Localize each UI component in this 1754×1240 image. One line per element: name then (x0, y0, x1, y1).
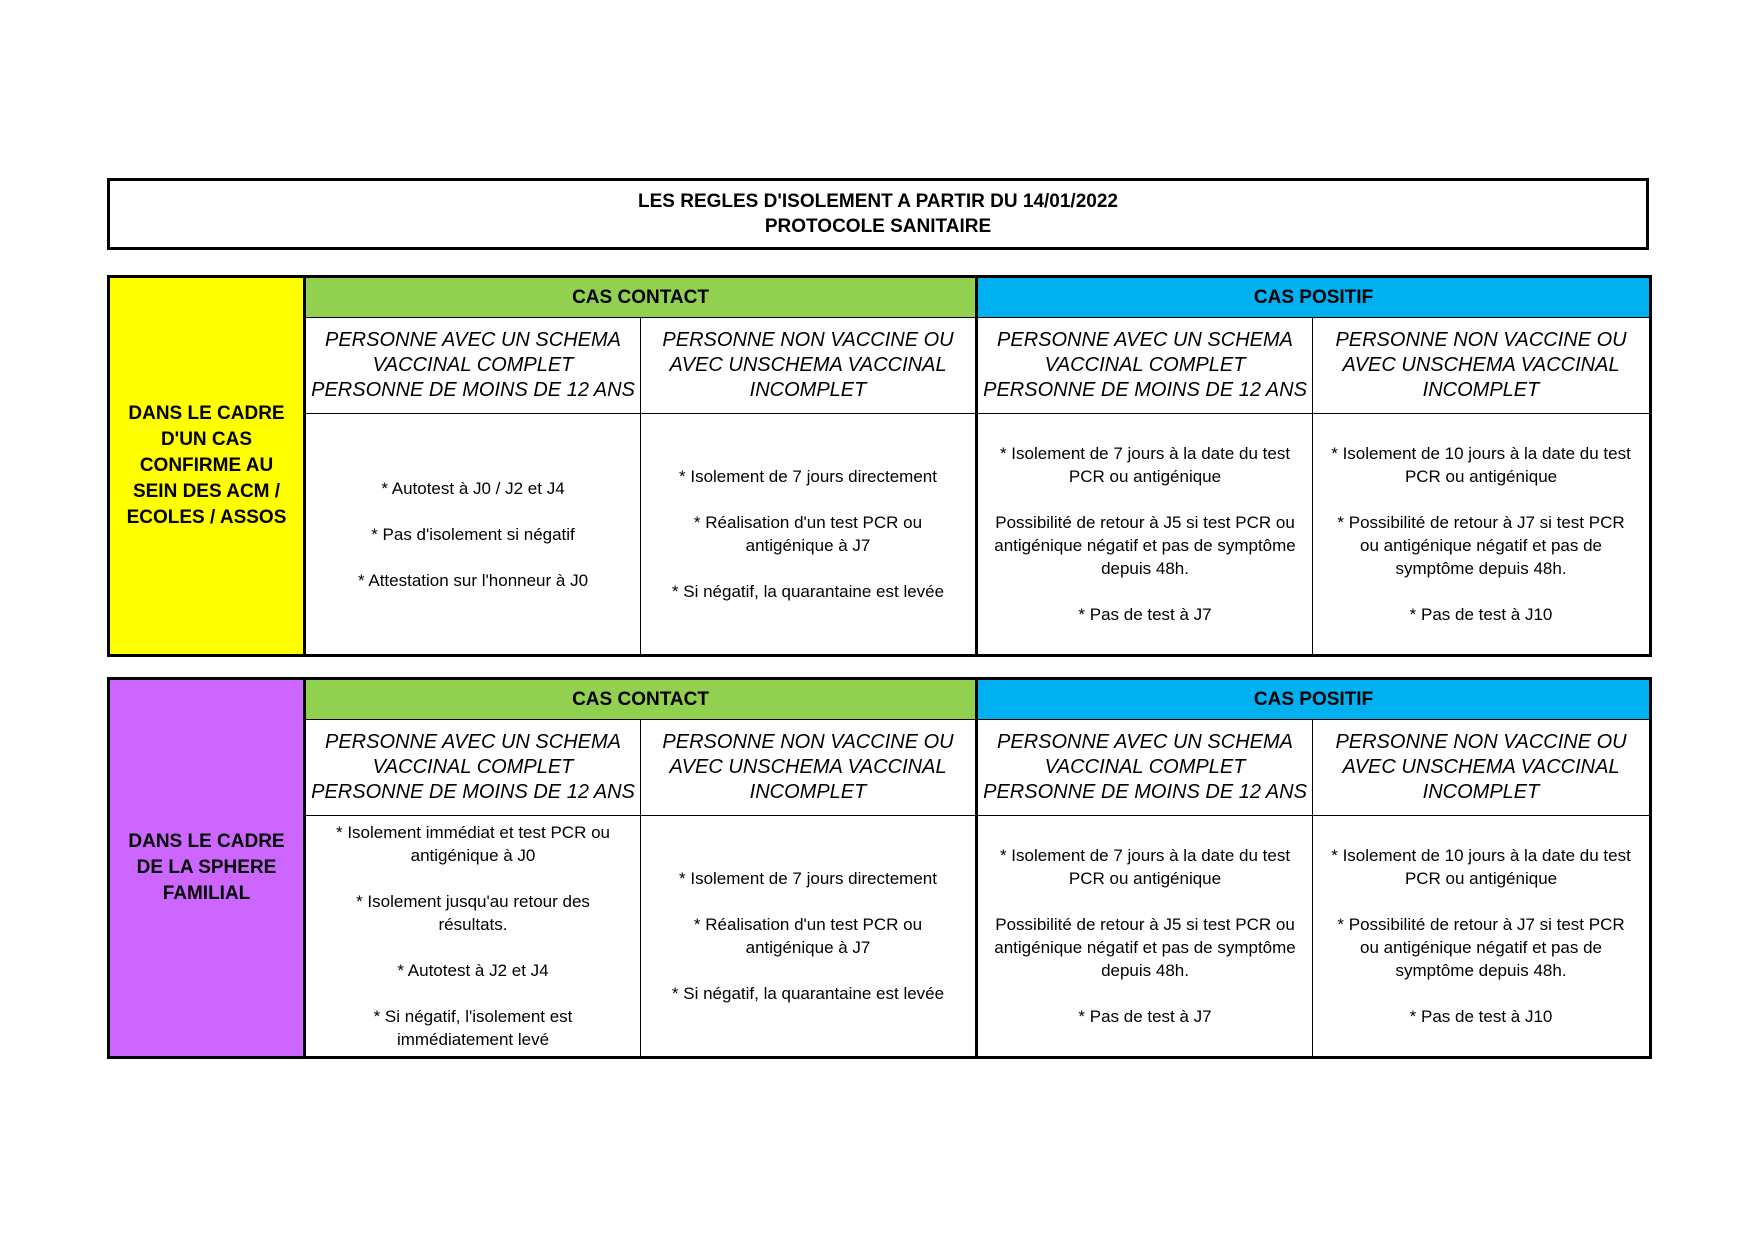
column-header: PERSONNE NON VACCINE OU AVEC UNSCHEMA VACCINAL INCOMPLET (641, 720, 977, 816)
rule-paragraph: * Réalisation d'un test PCR ou antigénique à J7 (693, 513, 923, 555)
rule-paragraph: * Si négatif, l'isolement est immédiatement levé (373, 1007, 573, 1049)
rule-paragraph: * Isolement de 7 jours à la date du test PCR ou antigénique (999, 444, 1291, 486)
rule-paragraph: * Si négatif, la quarantaine est levée (671, 582, 945, 601)
rule-paragraph: * Si négatif, la quarantaine est levée (671, 984, 945, 1003)
group-header-cas-positif: CAS POSITIF (977, 277, 1651, 318)
document-title-box (107, 178, 1649, 250)
rule-paragraph: * Pas de test à J7 (1078, 605, 1212, 624)
rule-paragraph: * Isolement de 10 jours à la date du test PCR ou antigénique (1331, 846, 1631, 888)
rule-paragraph: * Autotest à J0 / J2 et J4 (381, 478, 565, 498)
document-subtitle: PROTOCOLE SANITAIRE (764, 216, 992, 237)
rule-paragraph: * Pas de test à J10 (1409, 1007, 1553, 1026)
row-label (109, 277, 305, 656)
rule-cell (641, 414, 977, 656)
rule-paragraph: * Possibilité de retour à J7 si test PCR ou antigénique négatif et pas de symptôme depuis 48h. (1337, 513, 1625, 578)
rule-cell (641, 816, 977, 1058)
column-header: PERSONNE AVEC UN SCHEMA VACCINAL COMPLET PERSONNE DE MOINS DE 12 ANS (977, 720, 1313, 816)
rule-cell (305, 414, 641, 656)
rule-paragraph: * Autotest à J2 et J4 (397, 961, 549, 980)
rule-cell (977, 414, 1313, 656)
rules-table-sphere-familiale (107, 677, 1652, 1059)
document-title: LES REGLES D'ISOLEMENT A PARTIR DU 14/01/2022 (638, 191, 1118, 212)
column-header: PERSONNE AVEC UN SCHEMA VACCINAL COMPLET PERSONNE DE MOINS DE 12 ANS (305, 720, 641, 816)
column-header: PERSONNE AVEC UN SCHEMA VACCINAL COMPLET PERSONNE DE MOINS DE 12 ANS (977, 318, 1313, 414)
rule-paragraph: * Pas de test à J10 (1409, 605, 1553, 624)
rules-table-acm (107, 275, 1652, 657)
rule-paragraph: * Isolement immédiat et test PCR ou antigénique à J0 (335, 823, 610, 865)
column-header: PERSONNE AVEC UN SCHEMA VACCINAL COMPLET PERSONNE DE MOINS DE 12 ANS (305, 318, 641, 414)
rule-paragraph: * Pas de test à J7 (1078, 1007, 1212, 1026)
column-header: PERSONNE NON VACCINE OU AVEC UNSCHEMA VACCINAL INCOMPLET (1313, 318, 1651, 414)
rule-paragraph: * Isolement jusqu'au retour des résultats. (356, 892, 590, 934)
rule-paragraph: * Isolement de 7 jours directement (679, 869, 937, 888)
rule-paragraph: * Réalisation d'un test PCR ou antigénique à J7 (693, 915, 923, 957)
row-label-text: DANS LE CADRE D'UN CAS CONFIRME AU SEIN DES ACM / ECOLES / ASSOS (126, 403, 287, 528)
rule-cell (1313, 414, 1651, 656)
rule-cell (977, 816, 1313, 1058)
rule-paragraph: * Isolement de 7 jours à la date du test PCR ou antigénique (999, 846, 1291, 888)
rule-paragraph: Possibilité de retour à J5 si test PCR ou antigénique négatif et pas de symptôme depuis 48h. (994, 915, 1296, 980)
rule-paragraph: * Possibilité de retour à J7 si test PCR ou antigénique négatif et pas de symptôme depuis 48h. (1337, 915, 1625, 980)
column-header: PERSONNE NON VACCINE OU AVEC UNSCHEMA VACCINAL INCOMPLET (1313, 720, 1651, 816)
rule-paragraph: * Isolement de 10 jours à la date du test PCR ou antigénique (1331, 444, 1631, 486)
rule-cell (305, 816, 641, 1058)
column-header: PERSONNE NON VACCINE OU AVEC UNSCHEMA VACCINAL INCOMPLET (641, 318, 977, 414)
row-label-text: DANS LE CADRE DE LA SPHERE FAMILIAL (128, 831, 285, 904)
rule-paragraph: * Isolement de 7 jours directement (679, 467, 937, 486)
group-header-cas-positif: CAS POSITIF (977, 679, 1651, 720)
rule-paragraph: * Attestation sur l'honneur à J0 (357, 570, 589, 590)
rule-paragraph: * Pas d'isolement si négatif (371, 524, 575, 544)
rule-cell (1313, 816, 1651, 1058)
rule-paragraph: Possibilité de retour à J5 si test PCR ou antigénique négatif et pas de symptôme depuis 48h. (994, 513, 1296, 578)
group-header-cas-contact: CAS CONTACT (305, 277, 977, 318)
group-header-cas-contact: CAS CONTACT (305, 679, 977, 720)
row-label (109, 679, 305, 1058)
